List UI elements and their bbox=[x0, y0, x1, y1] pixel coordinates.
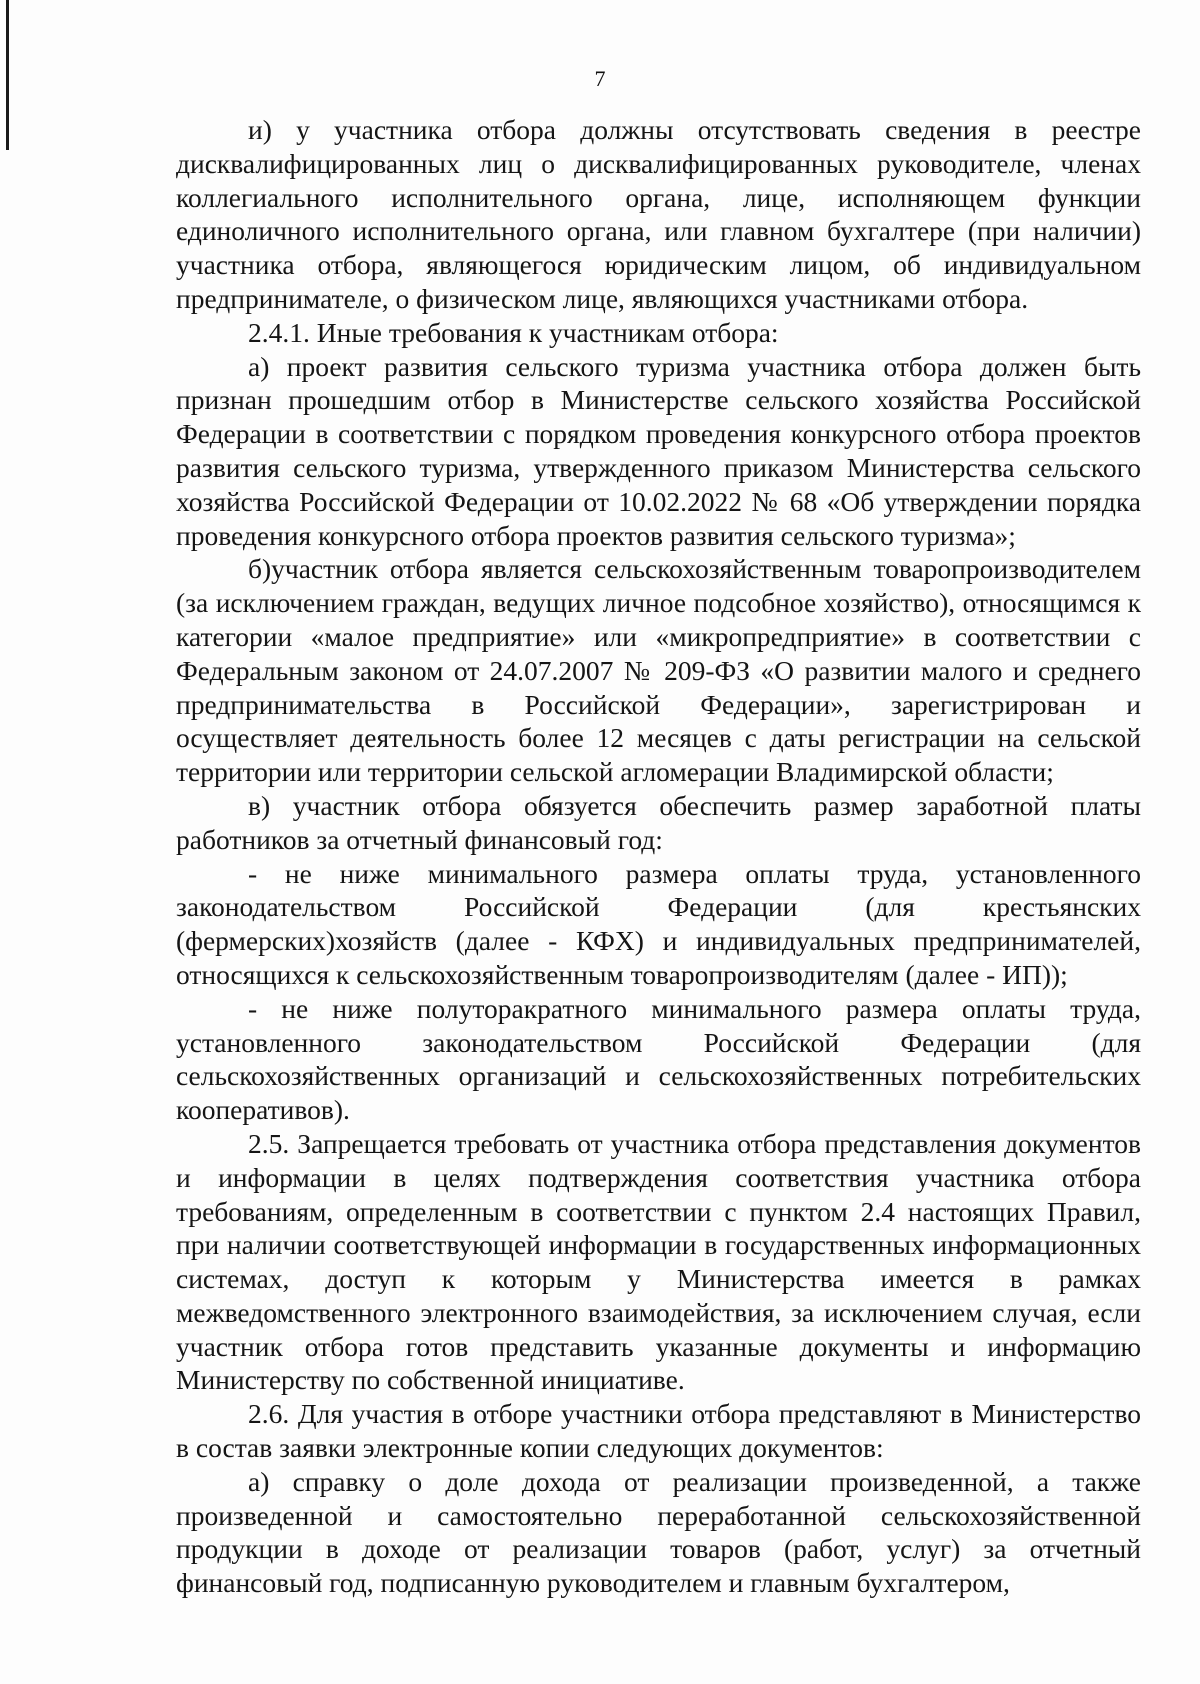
paragraph-dash-one-and-half-min-wage: - не ниже полуторакратного минимального размера оплаты труда, установленного законодательством Российской Федерации (для сельскохозяйственных организаций и сельскохозяйственных потребительских кооперативов). bbox=[176, 992, 1141, 1126]
paragraph-item-i: и) у участника отбора должны отсутствовать сведения в реестре дисквалифицированных лиц о дисквалифицированных руководителе, членах коллегиального исполнительного органа, лице, исполняющем функции единоличного исполнительного органа, или главном бухгалтере (при наличии) участника отбора, являющегося юридическим лицом, об индивидуальном предпринимателе, о физическом лице, являющихся участниками отбора. bbox=[176, 114, 1141, 314]
paragraph-2-6: 2.6. Для участия в отборе участники отбора представляют в Министерство в состав заявки электронные копии следующих документов: bbox=[176, 1398, 1141, 1464]
paragraph-dash-min-wage: - не ниже минимального размера оплаты труда, установленного законодательством Российской Федерации (для крестьянских (фермерских)хозяйств (далее - КФХ) и индивидуальных предпринимателей, относящихся к сельскохозяйственным товаропроизводителям (далее - ИП)); bbox=[176, 857, 1141, 990]
paragraph-item-b-producer: б)участник отбора является сельскохозяйственным товаропроизводителем (за исключением граждан, ведущих личное подсобное хозяйство), относящимся к категории «малое предприятие» или «микропредприятие» в соответствии с Федеральным законом от 24.07.2007 № 209-ФЗ «О развитии малого и среднего предпринимательства в Российской Федерации», зарегистрирован и осуществляет деятельность более 12 месяцев с даты регистрации на сельской территории или территории сельской агломерации Владимирской области; bbox=[176, 553, 1141, 788]
paragraph-2-5: 2.5. Запрещается требовать от участника отбора представления документов и информации в целях подтверждения соответствия участника отбора требованиям, определенным в соответствии с пунктом 2.4 настоящих Правил, при наличии соответствующей информации в государственных информационных системах, доступ к которым у Министерства имеется в рамках межведомственного электронного взаимодействия, за исключением случая, если участник отбора готов представить указанные документы и информацию Министерству по собственной инициативе. bbox=[176, 1127, 1141, 1396]
paragraph-2-4-1-heading: 2.4.1. Иные требования к участникам отбора: bbox=[248, 316, 779, 348]
paragraph-2-6-item-a: а) справку о доле дохода от реализации произведенной, а также произведенной и самостоятельно переработанной сельскохозяйственной продукции в доходе от реализации товаров (работ, услуг) за отчетный финансовый год, подписанную руководителем и главным бухгалтером, bbox=[176, 1465, 1141, 1599]
body-text bbox=[176, 113, 1141, 1600]
paragraph-item-v-salary: в) участник отбора обязуется обеспечить размер заработной платы работников за отчетный финансовый год: bbox=[176, 789, 1141, 855]
paragraph-item-a-tourism-project: а) проект развития сельского туризма участника отбора должен быть признан прошедшим отбор в Министерстве сельского хозяйства Российской Федерации в соответствии с порядком проведения конкурсного отбора проектов развития сельского туризма, утвержденного приказом Министерства сельского хозяйства Российской Федерации от 10.02.2022 № 68 «Об утверждении порядка проведения конкурсного отбора проектов развития сельского туризма»; bbox=[176, 350, 1141, 551]
page-number: 7 bbox=[594, 66, 606, 91]
